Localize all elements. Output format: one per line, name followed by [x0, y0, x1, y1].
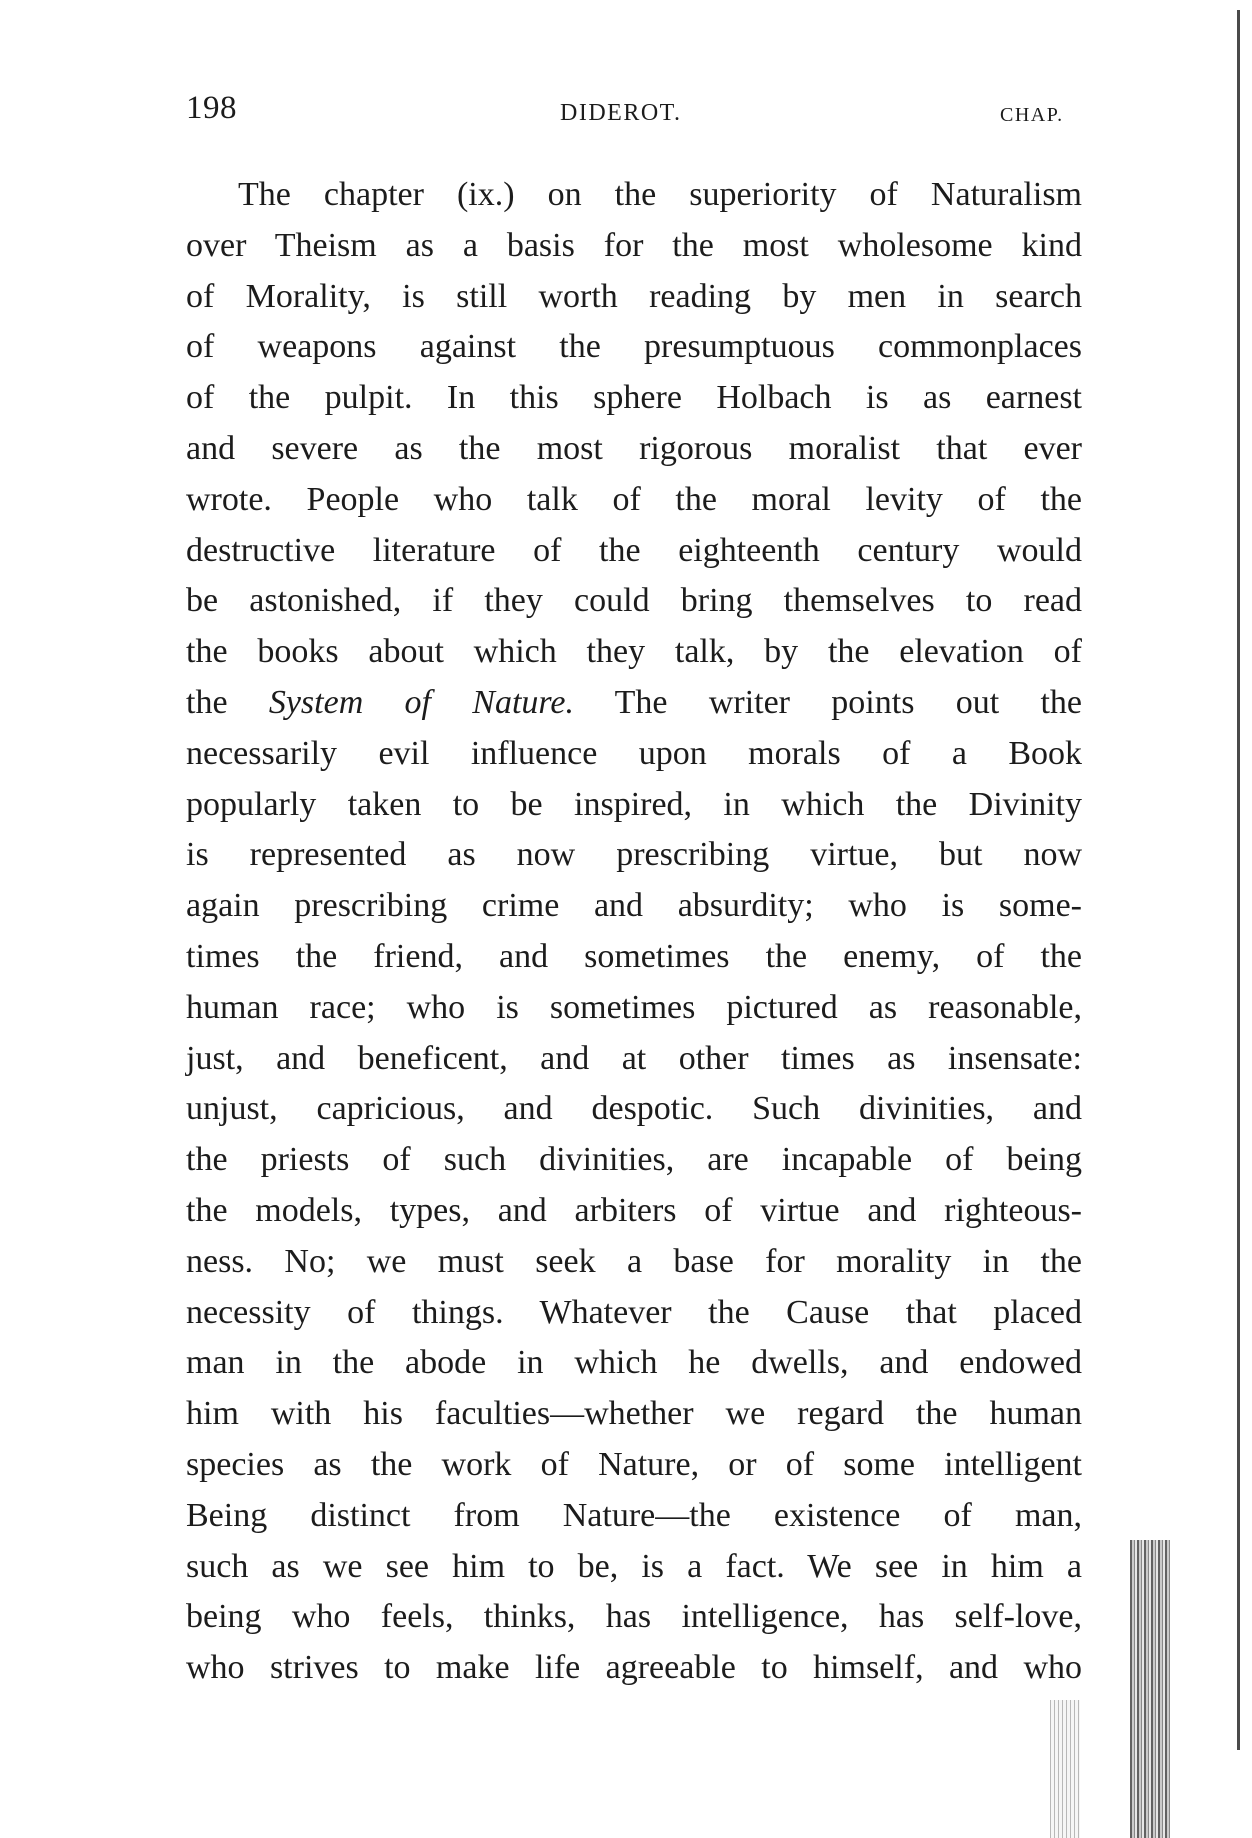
- running-header: [186, 90, 1086, 138]
- scan-gutter-shadow: [1130, 1540, 1170, 1838]
- text-line: Being distinct from Nature—the existence of man,: [186, 1496, 1082, 1534]
- text-line: human race; who is sometimes pictured as reasonable,: [186, 988, 1082, 1026]
- text-line: is represented as now prescribing virtue, but now: [186, 836, 1082, 874]
- text-line-with-italic-title: [186, 678, 1082, 729]
- text-segment: the: [186, 683, 269, 721]
- text-line: again prescribing crime and absurdity; who is some-: [186, 887, 1082, 925]
- text-line: the models, types, and arbiters of virtue and righteous-: [186, 1191, 1082, 1229]
- text-line: unjust, capricious, and despotic. Such divinities, and: [186, 1090, 1082, 1128]
- text-line: man in the abode in which he dwells, and endowed: [186, 1344, 1082, 1382]
- text-line: him with his faculties—whether we regard the human: [186, 1395, 1082, 1433]
- text-line: and severe as the most rigorous moralist that ever: [186, 429, 1082, 467]
- text-line: destructive literature of the eighteenth century would: [186, 531, 1082, 569]
- text-line: times the friend, and sometimes the enemy, of the: [186, 937, 1082, 975]
- text-line: just, and beneficent, and at other times as insensate:: [186, 1039, 1082, 1077]
- text-line: the books about which they talk, by the elevation of: [186, 633, 1082, 671]
- text-line: species as the work of Nature, or of some intelligent: [186, 1445, 1082, 1483]
- text-line: ness. No; we must seek a base for morality in the: [186, 1242, 1082, 1280]
- italic-book-title: System of Nature.: [268, 683, 574, 721]
- running-title: DIDEROT.: [560, 100, 682, 126]
- body-paragraph: [186, 170, 1082, 1694]
- text-line: of weapons against the presumptuous commonplaces: [186, 328, 1082, 366]
- text-line: over Theism as a basis for the most wholesome kind: [186, 226, 1082, 264]
- text-line: wrote. People who talk of the moral levity of the: [186, 480, 1082, 518]
- text-line: necessity of things. Whatever the Cause that placed: [186, 1293, 1082, 1331]
- text-segment: The writer points out the: [573, 683, 1082, 721]
- text-line: popularly taken to be inspired, in which the Divinity: [186, 785, 1082, 823]
- text-line: of the pulpit. In this sphere Holbach is as earnest: [186, 379, 1082, 417]
- page-number: 198: [186, 90, 237, 126]
- text-line: the priests of such divinities, are incapable of being: [186, 1141, 1082, 1179]
- chapter-label: CHAP.: [1000, 104, 1064, 126]
- binding-edge-line: [1237, 10, 1240, 1750]
- text-line: of Morality, is still worth reading by men in search: [186, 277, 1082, 315]
- text-line: necessarily evil influence upon morals of a Book: [186, 734, 1082, 772]
- text-line: be astonished, if they could bring themselves to read: [186, 582, 1082, 620]
- text-line: who strives to make life agreeable to himself, and who: [186, 1649, 1082, 1687]
- text-line: The chapter (ix.) on the superiority of Naturalism: [238, 176, 1082, 213]
- scan-gutter-shadow: [1050, 1700, 1080, 1838]
- text-line: being who feels, thinks, has intelligence, has self-love,: [186, 1598, 1082, 1636]
- text-line: such as we see him to be, is a fact. We see in him a: [186, 1547, 1082, 1585]
